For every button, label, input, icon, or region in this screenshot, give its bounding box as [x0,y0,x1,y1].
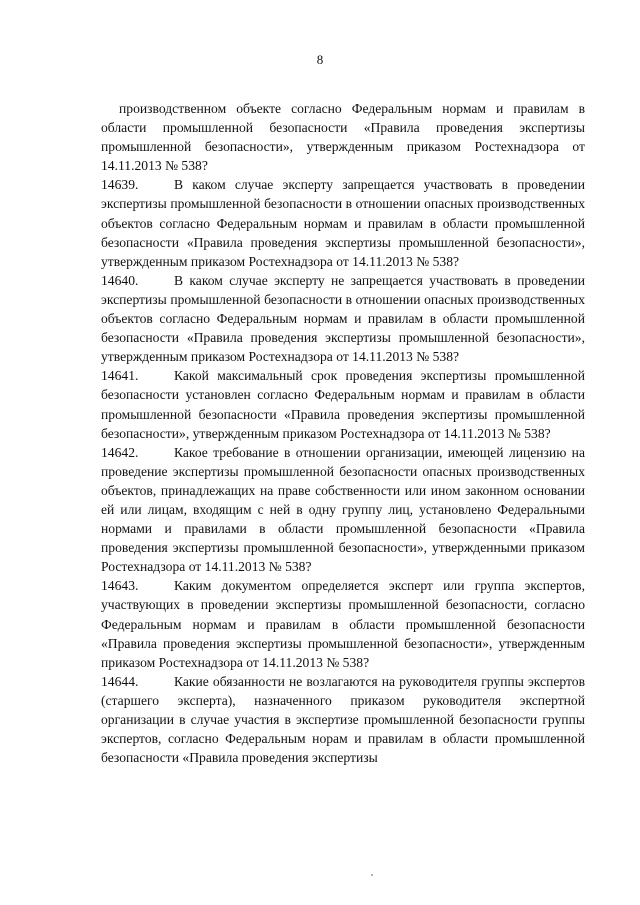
question-number: 14643. [101,578,139,594]
question-item [101,576,585,671]
question-item [101,672,585,767]
scan-speck [371,874,373,876]
question-text: Какие обязанности не возлагаются на руководителя группы экспертов (старшего эксперта), назначенного приказом руководителя экспертной организации в случае участия в экспертизе промышленной безопасности группы экспертов, согласно Федеральным норам и правилам в области промышленной безопасности «Правила проведения экспертизы [101,673,585,766]
question-item [101,271,585,366]
question-item [101,443,585,577]
question-text: В каком случае эксперту запрещается участвовать в проведении экспертизы промышленной безопасности в отношении опасных производственных объектов согласно Федеральным нормам и правилам в области промышленной безопасности «Правила проведения экспертизы промышленной безопасности», утвержденным приказом Ростехнадзора от 14.11.2013 № 538? [101,177,585,269]
question-text: Какое требование в отношении организации, имеющей лицензию на проведение экспертизы промышленной безопасности опасных производственных объектов, принадлежащих на праве собственности или ином законном основании ей или лицам, входящим с ней в одну группу лиц, установлено Федеральными нормами и правилами в области промышленной безопасности «Правила проведения экспертизы промышленной безопасности», утвержденными приказом Ростехнадзора от 14.11.2013 № 538? [101,444,585,575]
continued-question-text: производственном объекте согласно Федеральным нормам и правилам в области промышленной безопасности «Правила проведения экспертизы промышленной безопасности», утвержденным приказом Ростехнадзора от 14.11.2013 № 538? [101,101,585,174]
question-item [101,366,585,442]
question-number: 14644. [101,673,139,689]
questions-text [101,99,585,767]
page-number: 8 [316,52,324,67]
question-number: 14640. [101,272,139,288]
question-text: Какой максимальный срок проведения экспертизы промышленной безопасности установлен согласно Федеральным нормам и правилам в области промышленной безопасности «Правила проведения экспертизы промышленной безопасности», утвержденным приказом Ростехнадзора от 14.11.2013 № 538? [101,368,585,441]
question-number: 14642. [101,444,139,460]
question-text: В каком случае эксперту не запрещается участвовать в проведении экспертизы промышленной безопасности в отношении опасных производственных объектов согласно Федеральным нормам и правилам в области промышленной безопасности «Правила проведения экспертизы промышленной безопасности», утвержденным приказом Ростехнадзора от 14.11.2013 № 538? [101,272,585,365]
question-item [101,175,585,270]
question-text: Каким документом определяется эксперт или группа экспертов, участвующих в проведении экспертизы промышленной безопасности, согласно Федеральным нормам и правилам в области промышленной безопасности «Правила проведения экспертизы промышленной безопасности», утвержденным приказом Ростехнадзора от 14.11.2013 № 538? [101,578,585,670]
question-number: 14641. [101,368,139,384]
question-number: 14639. [101,177,139,193]
